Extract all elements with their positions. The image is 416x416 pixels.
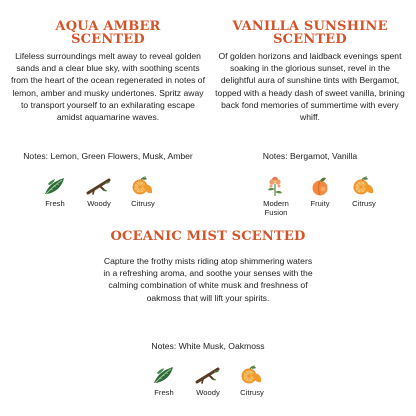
note-label: Woody [196, 388, 220, 397]
scent-section-oceanic-mist [100, 230, 316, 304]
note-label: Fruity [310, 199, 330, 208]
note-modern-fusion [254, 175, 298, 217]
scent-title [212, 20, 408, 46]
note-fresh [33, 175, 77, 208]
note-woody [186, 364, 230, 397]
note-label: Fresh [45, 199, 65, 208]
scent-notes: Notes: Lemon, Green Flowers, Musk, Amber [23, 151, 193, 161]
scent-title-line: SCENTED [71, 32, 145, 47]
scent-description: Of golden horizons and laidback evenings spent soaking in the glorious sunset, revel in the delightful aura of sunshine tints with Bergamot, topped with a heady dash of sweet vanilla, brining back fond memories of summertime with every whiff. [215, 51, 405, 123]
scent-description: Capture the frothy mists riding atop shimmering waters in a refreshing aroma, and soothe your senses with the calming combination of white musk and freshness of oakmoss that will lift your spirits. [103, 256, 313, 303]
orange-slice-icon [239, 364, 265, 386]
note-label: Citrusy [131, 199, 155, 208]
scent-icon-row [254, 175, 386, 217]
note-label: Fresh [154, 388, 174, 397]
scent-section-vanilla-sunshine [212, 20, 408, 123]
leaf-icon [42, 175, 68, 197]
note-fresh [142, 364, 186, 397]
scent-title-line: VANILLA SUNSHINE [232, 19, 388, 34]
scent-title [10, 20, 206, 46]
note-fruity [298, 175, 342, 217]
scent-title-line: SCENTED [273, 32, 347, 47]
flower-icon [263, 175, 289, 197]
scent-description: Lifeless surroundings melt away to reveal golden sands and a clear blue sky, with soothing scents from the heart of the ocean regenerated in notes of lemon, amber and musky undertones. Spritz away to transport yourself to an exhilarating escape amidst aquamarine waves. [11, 51, 205, 123]
scent-notes: Notes: White Musk, Oakmoss [151, 341, 265, 351]
note-label: Woody [87, 199, 111, 208]
scent-title-line: AQUA AMBER [55, 19, 161, 34]
note-label: Modern Fusion [263, 199, 289, 217]
orange-slice-icon [130, 175, 156, 197]
leaf-icon [151, 364, 177, 386]
note-citrusy [121, 175, 165, 208]
note-label: Citrusy [240, 388, 264, 397]
note-citrusy [342, 175, 386, 217]
note-woody [77, 175, 121, 208]
scent-notes: Notes: Bergamot, Vanilla [262, 151, 358, 161]
note-citrusy [230, 364, 274, 397]
scent-section-aqua-amber [10, 20, 206, 123]
note-label: Citrusy [352, 199, 376, 208]
wood-branch-icon [86, 175, 112, 197]
peach-icon [307, 175, 333, 197]
scent-title [100, 230, 316, 243]
orange-slice-icon [351, 175, 377, 197]
wood-branch-icon [195, 364, 221, 386]
scent-icon-row [33, 175, 165, 208]
scent-icon-row [142, 364, 274, 397]
scent-title-line: OCEANIC MIST SCENTED [110, 229, 306, 244]
